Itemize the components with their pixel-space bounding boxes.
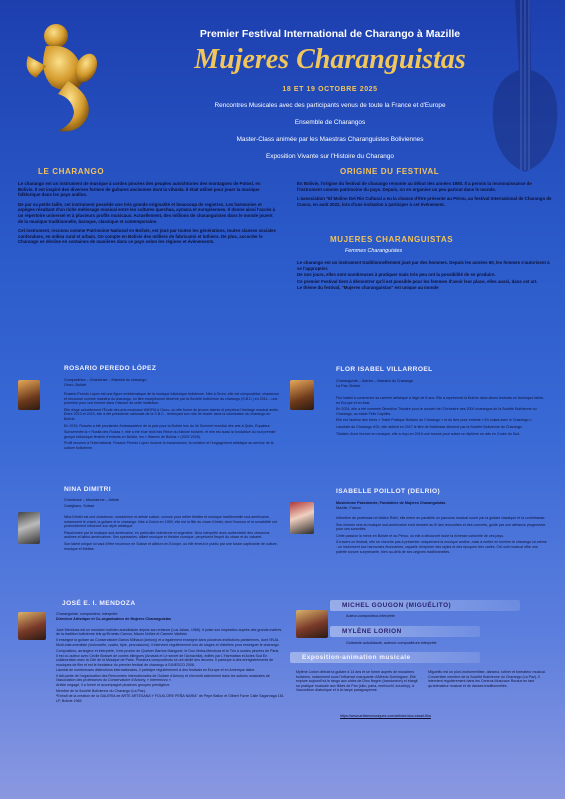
nina-bio-1: Nina Dimitri est une chanteuse, musicienne et artiste suisse, connue pour mêler théâtre et musique traditionnelle sud-américaine, notamment le chant, la guitare et le charango. Née à Zurich en 1959, elle est la fille du clown Dimitri, dont l'humour et la sensibilité ont profondément influencé son style artistique. (64, 515, 277, 529)
nina-name: NINA DIMITRI (64, 486, 112, 493)
isabelle-bio-3: Cette passion la mène en Bolivie et au Pérou, où elle a découvert toute la richesse culturelle de ces pays. (336, 533, 505, 538)
rosario-bio-3: En 2019, Rosario a été proclamée Ambassadrice de la paix pour la Bolivie lors du 3e Sommet mondial des arts à Quito, Équateur. (64, 423, 271, 428)
rosario-bio-4: Surnommée la « Rosita des Ruisas », elle a été élue trois fois Reine du folklore bolivien, et elle est aussi la fondatrice du tout premier groupe folklorique féminin d'enfants en Bolivie, les « Warmis de Bolivia » (2007-2025). (64, 430, 276, 439)
michel-name: MICHEL GOUGON (MIGUÉLITO) (342, 602, 452, 609)
flor-name: FLOR ISABEL VILLARROEL (336, 366, 433, 373)
mujeres-text (297, 260, 553, 295)
flor-bio-5: Titulaire d'une licence en musique, elle a reçu en 2019 une bourse pour suivre un diplôme en arts en Corée du Sud. (336, 431, 521, 436)
jose-bio (56, 628, 284, 705)
jose-bio-7: Il fait partie de l'organisation des Rencontres Internationales de Guitare d'Antony et s'investit activement dans les actions musicales de l'association des professeurs du Conservatoire d'Antony, « Intermezzo ». (56, 673, 270, 683)
origine-text (297, 181, 553, 211)
origine-paragraph-1: En Bolivie, l'origine du festival de charango remonte au début des années 1980. Il a permis la reconnaissance de l'instrument comme patrimoine du pays. Depuis, on en organise un peu partout dans le monde. (297, 181, 532, 192)
expo-left-text: Mylène Lorion débute la guitare à 14 ans et se forme auprès de musiciens boliviens, notamment sous l'influence marquante d'Alfredo Dominguez. Elle explore aujourd'hui le tango aux côtés de Dino Negrin (bandonéon) et élargit sa pratique musicale aux flûtes de Pan (siku, pana, mericuchi, kouchky), à l'accordéon diatonique et à la harpe paraguayenne. (296, 670, 418, 693)
header-line-4: Exposition Vivante sur l'Histoire du Charango (266, 153, 394, 160)
mujeres-paragraph-3: Ce premier Festival tient à démontrer qu'il est possible pour les femmes d'avoir leur place, elles aussi, dans cet art. (297, 278, 538, 284)
expo-title-bar (290, 652, 480, 663)
le-charango-paragraph-2: De par sa petite taille, cet instrument possède une très grande originalité et beaucoup de registres. Les harmonies et arpèges résultant d'un riche métissage musical entre les cultures quechua, aymara et européennes. Il donne ainsi l'accès à un répertoire universel et à plusieurs profils musicaux. Actuellement, des millions de charanguistes dans le monde jouent de la musique traditionnelle, baroque, classique et contemporaine. (18, 201, 276, 224)
jose-bio-9: Membre de la Société Bolivienne du Charango (La Paz). (56, 688, 146, 693)
nina-bio-2: Passionnée par la musique sud-américaine, en particulier bolivienne et argentine, Nina interprète avec authenticité des chansons andines et latino-américaines. Ses spectacles, alliant musique et théâtre comique, perpétuent l'esprit du clown et du cabaret. (64, 530, 270, 540)
festival-header-title: Premier Festival International de Charango à Mazille (199, 28, 461, 40)
isabelle-photo (290, 502, 314, 534)
rosario-meta-2: Oruro, Bolivie (64, 383, 87, 387)
jose-meta-2: Directeur Artistique et Co-organisateur de Mujeres Charanguistas (56, 617, 172, 621)
rosario-name: ROSARIO PEREDO LÓPEZ (64, 365, 157, 372)
nina-meta-1: Chanteuse – Musicienne – Artiste (64, 498, 119, 502)
michel-name-bar (330, 600, 520, 611)
origine-paragraph-2: L'association "El Molino Del Rio Cultural a eu la chance d'être présente au Pérou, au festival International de Charango de Cusco, en août 2022, lors d'une invitation à participer à cet événement. (297, 196, 552, 207)
flor-bio-1: Flor Isabel a commencé sa carrière artistique à l'âge de 8 ans. Elle a représenté la Bolivie dans divers festivals en Amérique latine, en Europe et en Asie. (336, 396, 544, 405)
le-charango-paragraph-3: Cet instrument, reconnu comme Patrimoine National en Bolivie, est joué par toutes les générations, toutes classes sociales confondues, en milieu rural et urbain. On compte en Bolivie des milliers de fabricants et luthiers. De plus, accorder le Charango se décline en centaines de manières dans ce pays selon les régions et évènements. (18, 228, 276, 245)
mylene-meta: Guitariste autodidacte, auteure-compositeure-interprète (346, 641, 437, 645)
header-line-1: Rencontres Musicales avec des participants venus de toute la France et d'Europe (214, 102, 446, 109)
isabelle-meta-2: Mazille, France (336, 506, 362, 510)
rosario-bio-1: Rosario Peredo López est une figure emblématique de la musique folklorique bolivienne. Née à Oruro, elle est compositrice, chanteuse et reconnue comme maestra du charango, un titre exceptionnel décerné par la Société bolivienne du charango (S.B.C.) en 2011 – une première pour une femme dans l'histoire de cette institution. (64, 392, 279, 406)
flor-meta-1: Charanguiste – Autrice – Maestra du Charango (336, 379, 414, 383)
jose-name: JOSÉ E. I. MENDOZA (62, 600, 136, 607)
flor-photo (290, 380, 314, 410)
nina-meta-2: Cavigliano, Suisse (64, 504, 95, 508)
mylene-name-bar (330, 626, 480, 637)
flor-bio-4: Lauréate du Charango d'Or, elle obtient en 2017 le titre de Maîtresse décerné par la Société Bolivienne du Charango. (336, 424, 523, 429)
isabelle-bio-2: Son chemin vers la musique sud-américaine s'est dessiné au fil des rencontres et des concerts, guidé par une attirance progressive pour ces sonorités. (336, 522, 546, 532)
festival-dates: 18 ET 19 OCTOBRE 2025 (282, 86, 378, 93)
jose-bio-2: Il enseigne la guitare au Conservatoire Darius Milhaud (Antony) et a également enseigné dans plusieurs institutions parisiennes, dont l'INJA. (56, 637, 280, 642)
jose-meta-1: Charanguiste, compositeur, interprète (56, 612, 118, 616)
jose-bio-8: Artiste engagé, il a formé et accompagné plusieurs groupes prestigieux. (56, 683, 171, 688)
isabelle-bio-1: Infirmière de profession et Maître Reiki, elle mène en parallèle un parcours musical nourri par la guitare classique et la contrebasse. (336, 516, 546, 520)
rosario-bio-5: Profil reconnu à l'international, Rosario Peredo López incarne la transmission, la création et l'engagement artistique au service de la culture bolivienne. (64, 441, 274, 450)
jose-bio-3: Multi-instrumentiste (violoncelle, cuatro, tiple, percussions), il intervient régulièrement lors de stages et d'ateliers pour enseigner le charango. (56, 643, 280, 648)
section-title-origine: ORIGINE DU FESTIVAL (340, 167, 440, 176)
header-line-2: Ensemble de Charangos (294, 119, 366, 126)
isabelle-name: ISABELLE POILLOT (DELRIO) (336, 488, 441, 495)
michel-meta: Auteur-compositeur-interprète (346, 614, 395, 618)
flor-bio (336, 396, 548, 438)
jose-bio-10: *Extrait de la création de la GALERIA de ARTE ARTESANA Y FOLKLORE PEÑA NARIA" de Pepe Ballon et Gilbert Favre Calle Sagarnaga 161 LP, Bolivie 1965 (56, 694, 284, 703)
section-title-mujeres: MUJERES CHARANGUISTAS (330, 235, 454, 244)
nina-photo (18, 512, 40, 544)
expo-link[interactable]: https://www.artistesmusiques.com/artistes/duo-siwari-fika (340, 714, 431, 718)
expo-right-text: Miguelito est un pluri-instrumentiste, danseur, luthier et formateur musical. Concertiste membre de la Société Bolivienne du Charango (La Paz), il intervient régulièrement dans les Centros Musicaux Ruraux en tant qu'animateur musical et de danses traditionnelles. (428, 670, 546, 688)
section-title-le-charango: LE CHARANGO (38, 167, 105, 176)
michel-mylene-photo (296, 610, 328, 638)
mujeres-subtitle: Femmes Charanguistes (345, 248, 403, 254)
isabelle-bio-4: À travers ce festival, elle ne cherche pas à présenter uniquement la musique andine, mais à mettre en lumière le charango lui-même : un instrument aux harmonies étonnantes, capable d'explorer des styles et des époques très variés. Cet outil musical offre une palette sonore surprenante, bien au-delà de ses origines traditionnelles. (336, 540, 547, 554)
expo-title: Exposition-animation musicale (302, 654, 411, 661)
rosario-photo (18, 380, 40, 410)
flor-meta-2: La Paz, Bolivie (336, 384, 361, 388)
header-line-3: Master-Class animée par les Maestras Charanguistes Boliviennes (236, 136, 424, 143)
mermaid-charango-figure (18, 16, 118, 141)
mujeres-paragraph-4: Le thème du festival, "Mujeres charanguistas" est unique au monde (297, 285, 439, 291)
jose-bio-6: Lauréat de nombreuses distinctions internationales, il participe régulièrement à des festivals en Europe et en Amérique latine. (56, 668, 256, 673)
mujeres-paragraph-1: Le charango est un instrument traditionnellement joué par des hommes. Depuis les années 60, les femmes s'autorisent à se l'approprier. (297, 260, 550, 271)
festival-main-title: Mujeres Charanguistas (194, 44, 466, 75)
mujeres-paragraph-2: De nos jours, elles sont nombreuses à pratiquer mais très peu ont la possibilité de se produire. (297, 272, 496, 278)
flor-bio-3: Elle est l'autrice des livres « Traité Pratique Bolivien du Charango » et du livre pour enfants « En volant avec le Charango ». (336, 418, 533, 423)
nina-bio-3: Son talent unique lui vaut d'être reconnue en Suisse et ailleurs en Europe, où elle émeut le public par une fusion captivante de culture, musique et théâtre. (64, 541, 278, 551)
flor-bio-2: En 2024, elle a été nommée Directrice Titulaire pour le concert de l'Orchestre des 2000 charangos de la Société Bolivienne du Charango, au stade Félix Capriles. (336, 407, 537, 416)
jose-photo (18, 612, 46, 640)
le-charango-paragraph-1: Le charango est un instrument de musique à cordes pincées des peuples autochtones des montagnes de Potosí, en Bolivie. Il est inspiré des diverses formes de guitares anciennes dont la vihuela. Il était utilisé pour jouer la musique folklorique dans les pays andins. (18, 181, 261, 198)
isabelle-meta-1: Musicienne Passionnée, Fondatrice de Mujeres Charanguistas (336, 501, 446, 505)
jose-bio-4: Compositeur, arrangeur et interprète, il est proche de Quetzer Barrios Mangoné, le Duo Verba-Mendoza et le Trio à cordes pincées de Paris. (56, 648, 280, 653)
le-charango-text (18, 181, 276, 249)
rosario-bio (64, 392, 279, 453)
jose-bio-1: José Mendoza est un musicien bolivien autodidacte depuis son enfance (Los Jairas, 1966). Il puise son inspiration auprès des grands maîtres de la tradition bolivienne tels qu'Ernesto Cavour, Mauro Núñez et Carmen Valdivia. (56, 628, 282, 637)
rosario-bio-2: Elle dirige actuellement l'École des arts musicaux WAYRA à Oruro, où elle forme de jeunes talents et perpétue l'héritage musical andin. Entre 2013 et 2015, elle a été présidente nationale de la S.B.C., renforçant son rôle de leader dans la valorisation du charango en Bolivie. (64, 407, 279, 421)
nina-bio (64, 515, 279, 553)
mylene-name: MYLÈNE LORION (342, 628, 402, 635)
rosario-meta-1: Compositrice – Chanteuse – Maestra du charango (64, 378, 147, 382)
jose-bio-5: Il est co-auteur avec Cécile Boisset de contes bilingues (Amauta et Le secret de l'Achachila), édités par L'Harmattan et Actes Sud En collaboration avec la Cité de la Musique de Paris. Plusieurs compositeurs lui ont dédié des œuvres. Il participe à des enregistrements de musiques de film et est le fondateur du premier festival de charango à l'UNESCO 2008. (56, 654, 274, 667)
isabelle-bio (336, 516, 548, 556)
